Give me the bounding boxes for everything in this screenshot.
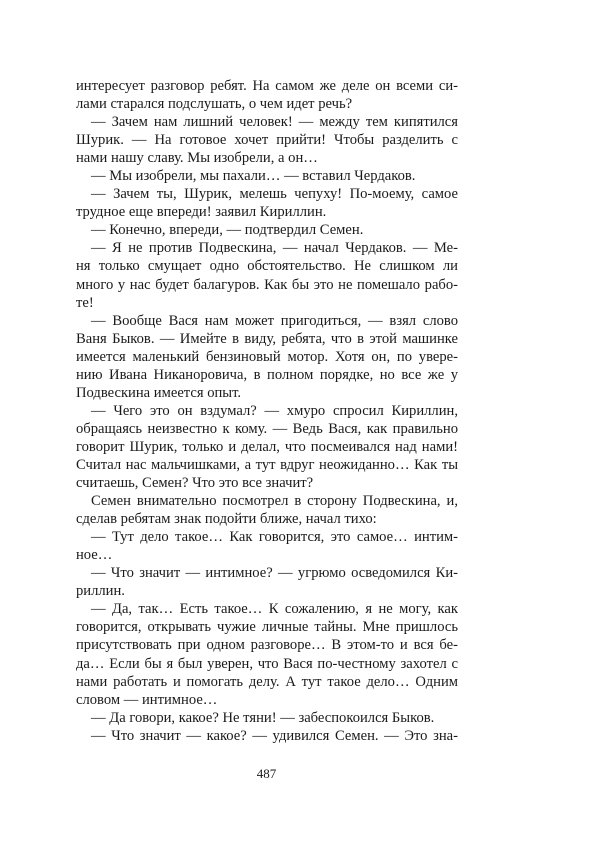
text-line: говорит Шурик, только и делал, что посмеивался над нами! <box>76 438 458 455</box>
text-line: говорится, открывать чужие личные тайны. Мне пришлось <box>76 619 458 636</box>
text-line: нами нашу славу. Мы изобрели, а он… <box>76 150 318 167</box>
text-line: да… Если бы я был уверен, что Вася по-честному захотел с <box>76 655 458 672</box>
text-line: имеется маленький бензиновый мотор. Хотя он, по увере- <box>76 348 458 365</box>
text-line: трудное еще впереди! заявил Кириллин. <box>76 204 327 221</box>
text-line: — Зачем ты, Шурик, мелешь чепуху! По-моему, самое <box>91 186 458 203</box>
text-line: Шурик. — На готовое хочет прийти! Чтобы разделить с <box>76 132 458 149</box>
text-line: нами работать и помогать делу. А тут такое дело… Одним <box>76 673 458 690</box>
text-line: — Конечно, впереди, — подтвердил Семен. <box>91 222 364 239</box>
text-line: Семен внимательно посмотрел в сторону Подвескина, и, <box>91 493 458 510</box>
text-line: — Да говори, какое? Не тяни! — забеспокоился Быков. <box>91 709 435 726</box>
text-line: — Я не против Подвескина, — начал Чердаков. — Ме- <box>91 240 458 257</box>
page-number: 487 <box>256 766 277 781</box>
text-line: — Зачем нам лишний человек! — между тем кипятился <box>91 114 458 131</box>
text-line: интересует разговор ребят. На самом же деле он всеми си- <box>76 78 458 94</box>
text-line: — Вообще Вася нам может пригодиться, — взял слово <box>91 312 458 329</box>
text-line: считаешь, Семен? Что это все значит? <box>76 475 314 492</box>
text-line: Ваня Быков. — Имейте в виду, ребята, что в этой машинке <box>76 330 458 347</box>
text-line: ное… <box>76 547 113 564</box>
text-line: сделав ребятам знак подойти ближе, начал тихо: <box>76 511 377 528</box>
text-line: — Мы изобрели, мы пахали… — вставил Чердаков. <box>91 168 416 185</box>
text-line: риллин. <box>76 583 125 600</box>
text-line: — Что значит — какое? — удивился Семен. — Это зна- <box>91 727 458 744</box>
text-line: лами старался подслушать, о чем идет речь? <box>76 96 353 113</box>
text-line: — Тут дело такое… Как говорится, это самое… интим- <box>91 529 458 546</box>
text-line: нию Ивана Никаноровича, в полном порядке, но все же у <box>76 366 458 383</box>
text-line: — Да, так… Есть такое… К сожалению, я не могу, как <box>91 601 458 618</box>
text-line: словом — интимное… <box>76 691 218 708</box>
text-line: много у нас будет балагуров. Как бы это не помешало рабо- <box>76 276 458 293</box>
body-text <box>76 77 458 745</box>
text-line: присутствовать при одном разговоре… В этом-то и вся бе- <box>76 637 458 654</box>
text-line: ня только смущает одно обстоятельство. Не слишком ли <box>76 258 458 275</box>
text-line: обращаясь неизвестно к кому. — Ведь Вася, как правильно <box>76 420 458 437</box>
text-line: те! <box>76 294 94 311</box>
text-line: — Чего это он вздумал? — хмуро спросил Кириллин, <box>91 402 458 419</box>
text-line: — Что значит — интимное? — угрюмо осведомился Ки- <box>91 565 458 582</box>
text-line: Подвескина имеется опыт. <box>76 384 242 401</box>
text-line: Считал нас мальчишками, а тут вдруг неожиданно… Как ты <box>76 456 458 473</box>
